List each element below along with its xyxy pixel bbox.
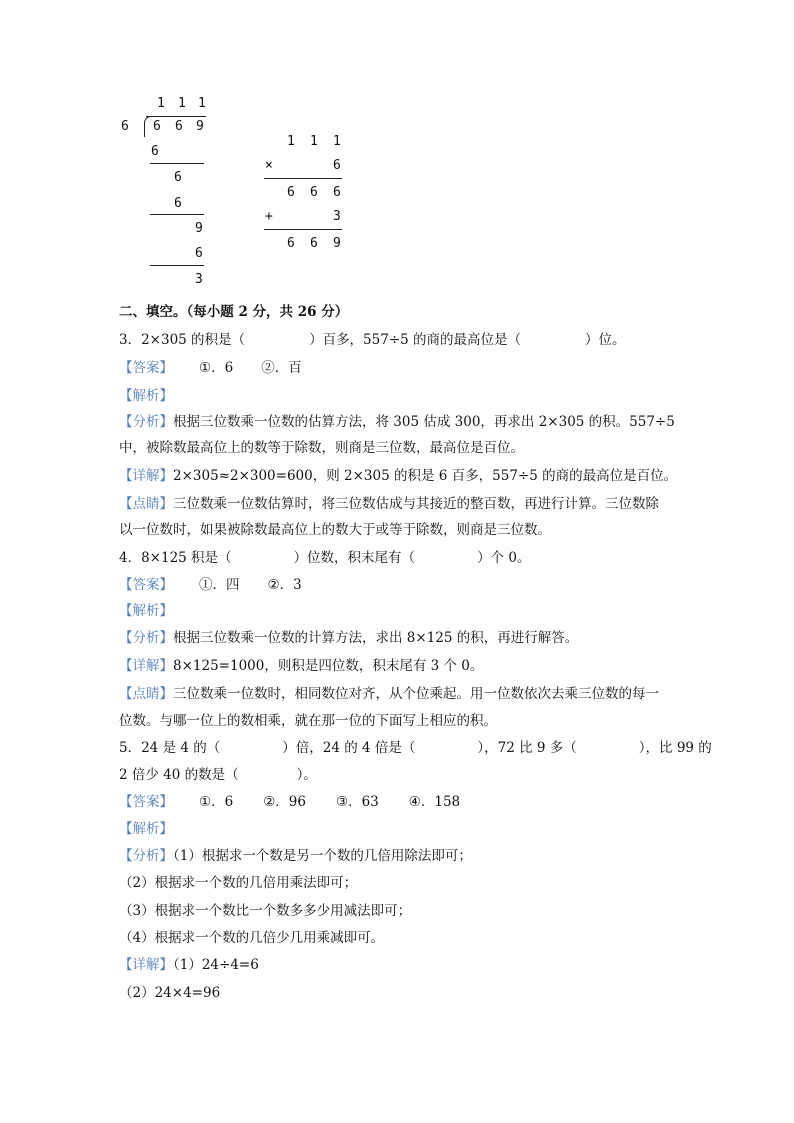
product-digit: 6 xyxy=(310,185,318,200)
multiplicand-digit: 1 xyxy=(287,134,295,149)
question-4-text: 4．8×125 积是（ xyxy=(119,550,232,566)
product-digit: 6 xyxy=(333,185,341,200)
answer-value: ④．158 xyxy=(408,794,461,810)
question-5-text: ），比 99 的 xyxy=(638,740,712,756)
dianjing-text: 位数。与哪一位上的数相乘，就在那一位的下面写上相应的积。 xyxy=(119,713,497,729)
division-step: 6 xyxy=(174,196,182,211)
xiangjie-label: 【详解】 xyxy=(119,658,173,674)
analysis-label: 【解析】 xyxy=(119,603,173,619)
dividend-digit: 6 xyxy=(175,119,183,134)
dianjing-label: 【点睛】 xyxy=(119,496,173,512)
question-4-text: ）个 0。 xyxy=(477,550,531,566)
fenxi-text: 中，被除数最高位上的数等于除数，则商是三位数，最高位是百位。 xyxy=(119,440,524,456)
multiplicand-digit: 1 xyxy=(310,134,318,149)
product-digit: 6 xyxy=(287,185,295,200)
division-step-line xyxy=(150,163,204,164)
answer-value: ①．四 xyxy=(199,577,240,593)
divisor: 6 xyxy=(121,119,129,134)
answer-value: ③．63 xyxy=(335,794,379,810)
answer-row xyxy=(119,354,699,382)
fenxi-text: （1）根据求一个数是另一个数的几倍用除法即可； xyxy=(173,848,472,864)
fenxi-label: 【分析】 xyxy=(119,414,173,430)
question-4 xyxy=(119,544,699,572)
result-digit: 9 xyxy=(333,236,341,251)
question-5-line-2 xyxy=(119,761,699,789)
dianjing-text: 三位数乘一位数估算时，将三位数估成与其接近的整百数，再进行计算。三位数除 xyxy=(173,496,659,512)
xiangjie-text: 2×305≈2×300=600，则 2×305 的积是 6 百多，557÷5 的商的最高位是百位。 xyxy=(173,468,678,484)
xiangjie-row xyxy=(119,462,699,490)
division-bar xyxy=(146,116,206,117)
xiangjie-row xyxy=(119,652,699,680)
division-step-line xyxy=(150,265,204,266)
xiangjie-text: 8×125=1000，则积是四位数，积末尾有 3 个 0。 xyxy=(173,658,484,674)
quotient-digit: 1 xyxy=(157,96,165,111)
answer-label: 【答案】 xyxy=(119,794,173,810)
multiplicand-digit: 1 xyxy=(333,134,341,149)
xiangjie-label: 【详解】 xyxy=(119,468,173,484)
times-sign: × xyxy=(265,158,273,173)
answer-value: ②．3 xyxy=(267,577,302,593)
result-digit: 6 xyxy=(310,236,318,251)
dianjing-label: 【点睛】 xyxy=(119,686,173,702)
fenxi-text: （4）根据求一个数的几倍少几用乘减即可。 xyxy=(119,930,385,946)
question-4-text: ）位数，积末尾有（ xyxy=(293,550,416,566)
answer-label: 【答案】 xyxy=(119,360,173,376)
fenxi-row xyxy=(119,842,699,870)
answer-value: ①．6 xyxy=(199,794,234,810)
question-3-text: ）位。 xyxy=(585,332,626,348)
question-3-text: ）百多，557÷5 的商的最高位是（ xyxy=(309,332,522,348)
fenxi-row xyxy=(119,408,699,436)
fenxi-label: 【分析】 xyxy=(119,630,173,646)
question-3 xyxy=(119,326,699,354)
division-bracket xyxy=(144,116,151,137)
answer-value: ②．96 xyxy=(263,794,306,810)
dividend-digit: 9 xyxy=(196,119,204,134)
analysis-label: 【解析】 xyxy=(119,821,173,837)
question-5-text: 2 倍少 40 的数是（ xyxy=(119,767,239,783)
dianjing-text: 三位数乘一位数时，相同数位对齐，从个位乘起。用一位数依次去乘三位数的每一 xyxy=(173,686,659,702)
division-step: 6 xyxy=(151,144,159,159)
quotient-digit: 1 xyxy=(198,96,206,111)
result-digit: 6 xyxy=(287,236,295,251)
division-step: 9 xyxy=(195,221,203,236)
division-remainder: 3 xyxy=(195,272,203,287)
dianjing-row xyxy=(119,680,699,708)
answer-value: ①．6 xyxy=(199,360,234,376)
xiangjie-label: 【详解】 xyxy=(119,957,173,973)
xiangjie-text: （1）24÷4=6 xyxy=(173,957,259,973)
addition-line xyxy=(264,229,342,230)
multiplier: 6 xyxy=(333,158,341,173)
dividend-digit: 6 xyxy=(153,119,161,134)
analysis-label: 【解析】 xyxy=(119,388,173,404)
division-step: 6 xyxy=(195,246,203,261)
multiplication-line xyxy=(264,178,342,179)
quotient-digit: 1 xyxy=(178,96,186,111)
addend: 3 xyxy=(333,209,341,224)
fenxi-text: 根据三位数乘一位数的估算方法，将 305 估成 300，再求出 2×305 的积。557÷5 xyxy=(173,414,675,430)
division-step: 6 xyxy=(174,170,182,185)
fenxi-text: （2）根据求一个数的几倍用乘法即可； xyxy=(119,875,358,891)
fenxi-text: 根据三位数乘一位数的计算方法，求出 8×125 的积，再进行解答。 xyxy=(173,630,579,646)
question-5-text: ）。 xyxy=(296,767,317,783)
answer-row xyxy=(119,788,699,816)
division-step-line xyxy=(150,214,204,215)
fenxi-label: 【分析】 xyxy=(119,848,173,864)
question-5-text: ），72 比 9 多（ xyxy=(477,740,577,756)
question-5 xyxy=(119,734,712,762)
fenxi-row xyxy=(119,624,699,652)
answer-value: ②．百 xyxy=(261,360,302,376)
fenxi-text: （3）根据求一个数比一个数多多少用减法即可； xyxy=(119,903,412,919)
question-5-text: ）倍，24 的 4 倍是（ xyxy=(282,740,416,756)
dianjing-text: 以一位数时，如果被除数最高位上的数大于或等于除数，则商是三位数。 xyxy=(119,522,551,538)
question-5-text: 5．24 是 4 的（ xyxy=(119,740,221,756)
answer-row xyxy=(119,571,699,599)
section-heading: 二、填空。（每小题 2 分，共 26 分） xyxy=(119,304,349,320)
plus-sign: + xyxy=(265,209,273,224)
xiangjie-text: （2）24×4=96 xyxy=(119,985,221,1001)
xiangjie-row xyxy=(119,951,699,979)
question-3-text: 3．2×305 的积是（ xyxy=(119,332,246,348)
answer-label: 【答案】 xyxy=(119,577,173,593)
dianjing-row xyxy=(119,490,699,518)
